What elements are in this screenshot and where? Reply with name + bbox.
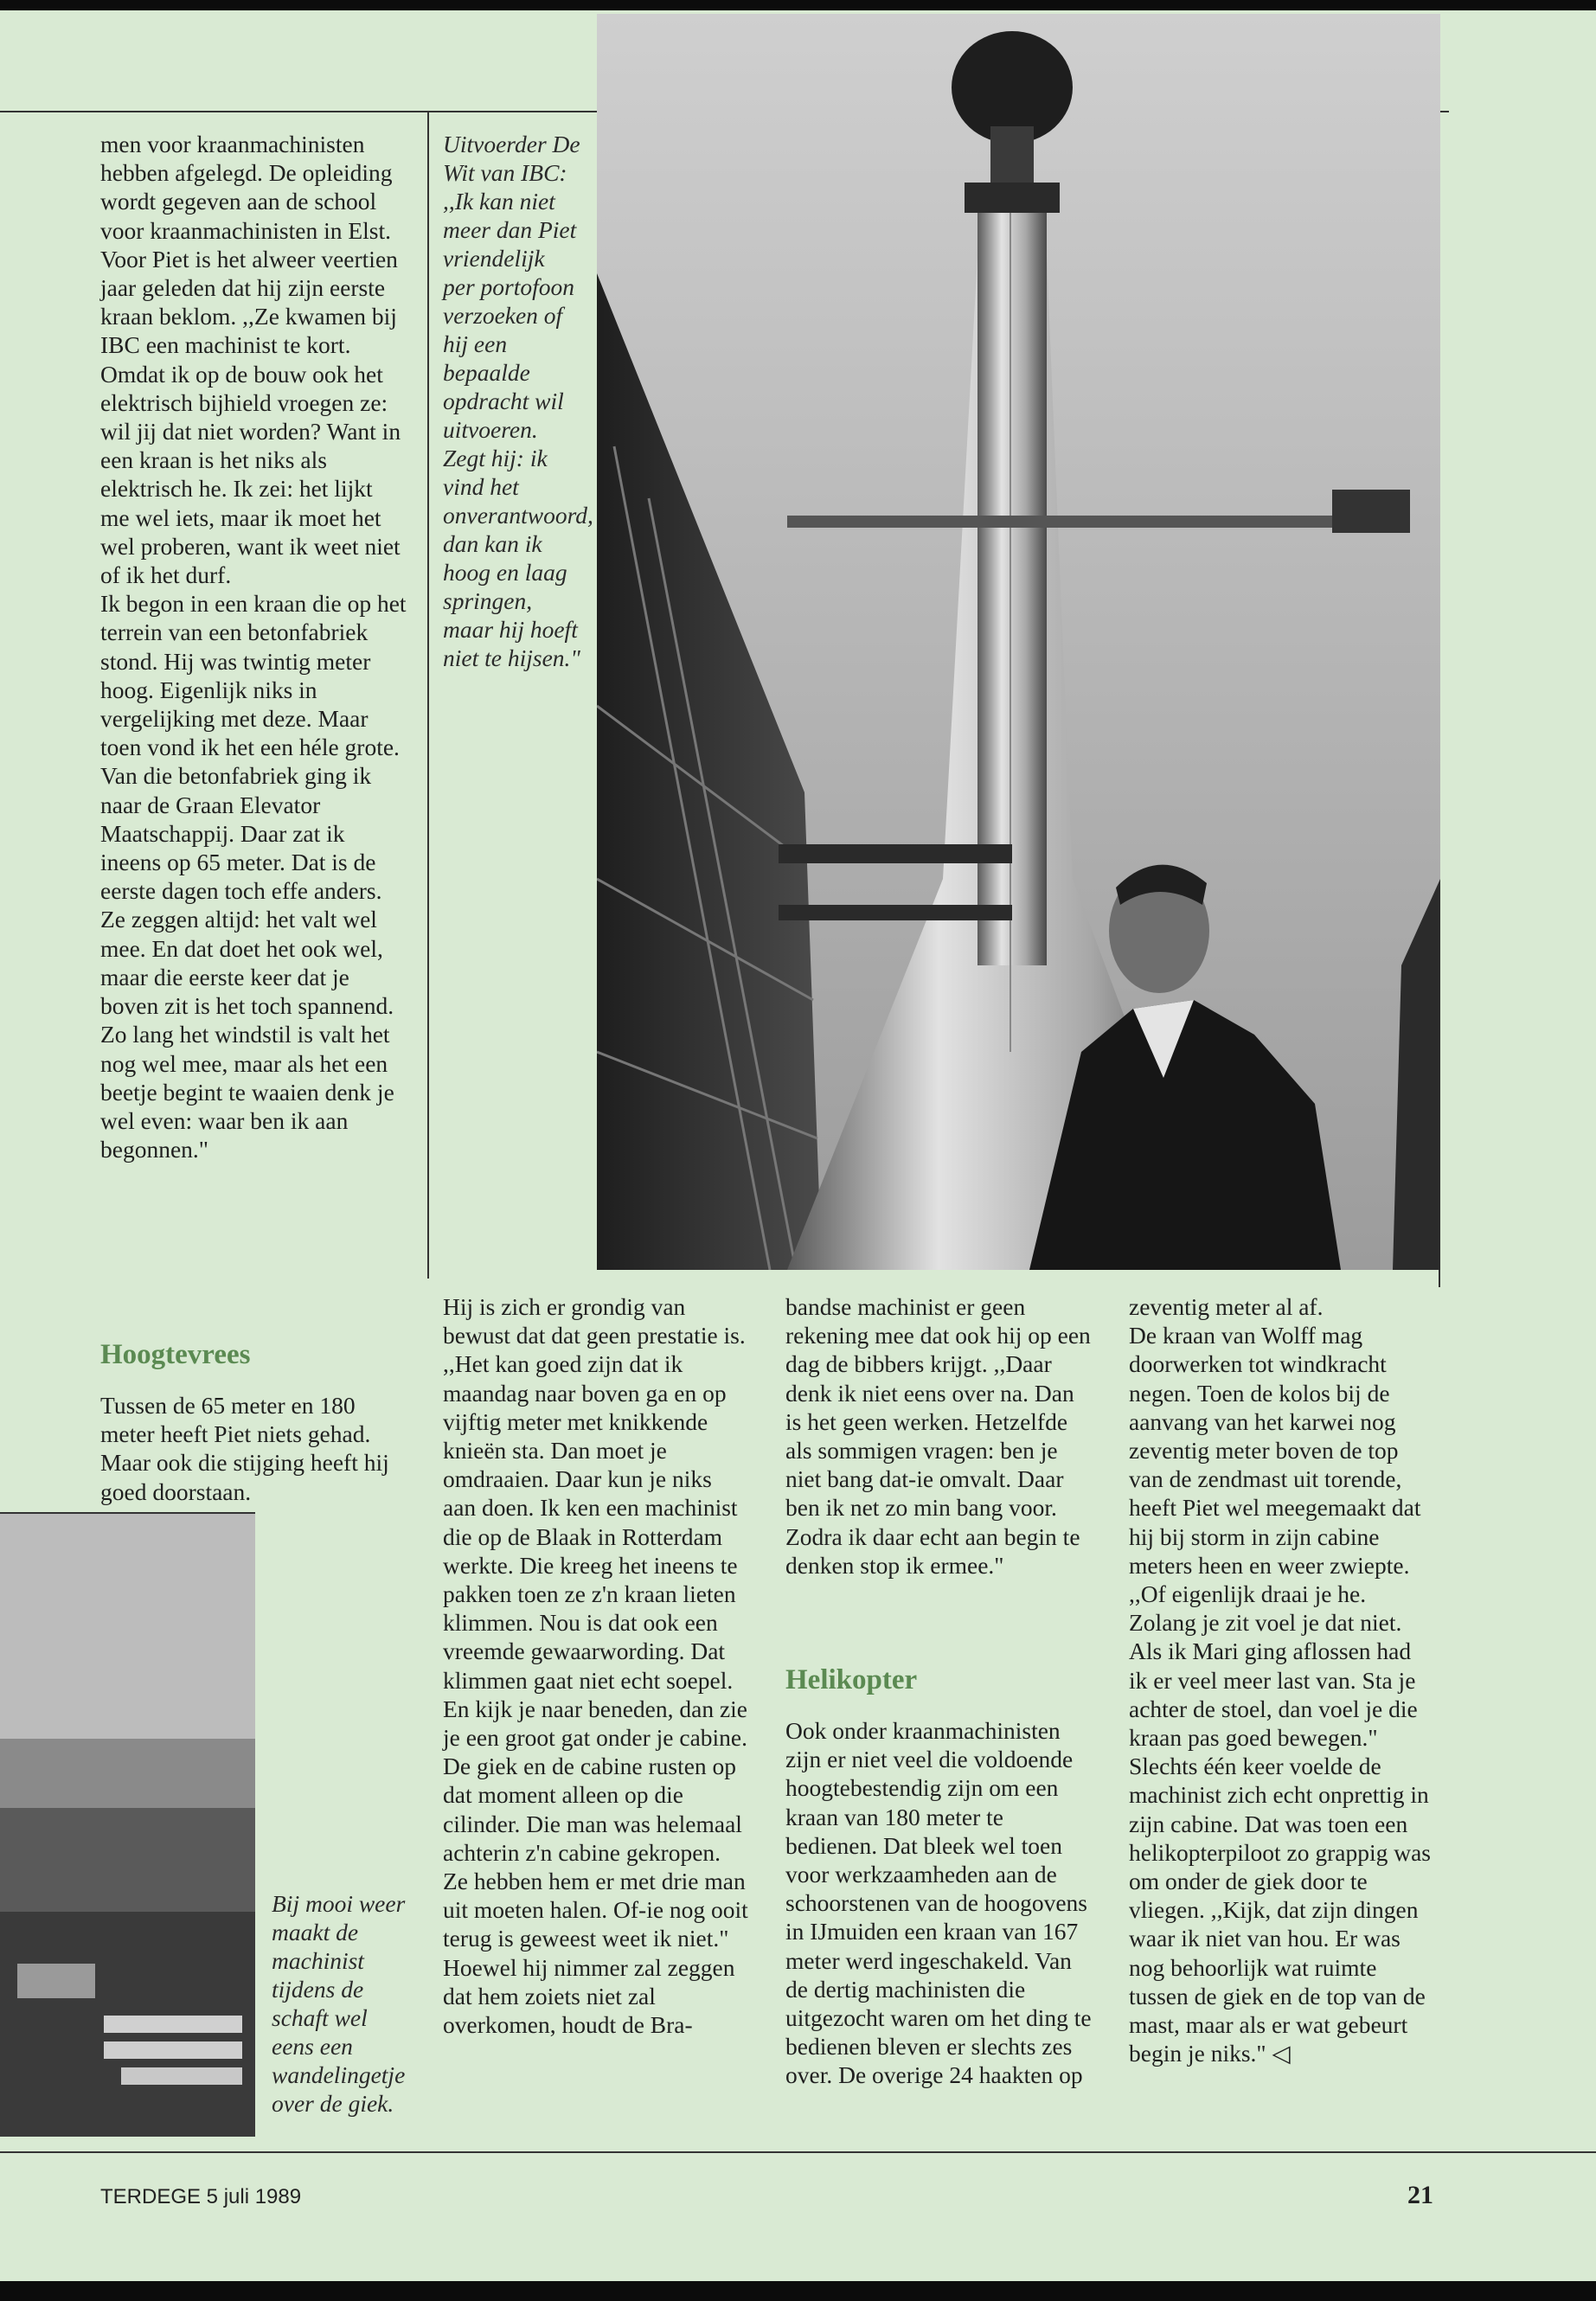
- article-column-3: [785, 1292, 1093, 1580]
- subheading-helikopter: Helikopter: [785, 1664, 918, 1695]
- aerial-view-photo: [0, 1514, 255, 2137]
- publication-info: TERDEGE 5 juli 1989: [100, 2185, 302, 2208]
- paragraph: Voor Piet is het alweer veertien jaar geleden dat hij zijn eerste kraan beklom. ,,Ze kwamen bij IBC een machinist te kort. Omdat ik op de bouw ook het elektrisch bijhield vroegen ze: wil jij dat niet worden? Want in een kraan is het niks als elektrisch he. Ik zei: het lijkt me wel iets, maar ik moet het wel proberen, want ik weet niet of ik het durf.: [100, 245, 401, 589]
- article-column-4: [1129, 1292, 1433, 2067]
- page-number: 21: [1407, 2181, 1433, 2209]
- tower-photo: [597, 14, 1440, 1270]
- paragraph: bandse machinist er geen rekening mee dat ook hij op een dag de bibbers krijgt. ,,Daar denk ik niet eens over na. Dan is het geen werken. Hetzelfde als sommigen vragen: ben je niet bang dat-ie omvalt. Daar ben ik net zo min bang voor. Zodra ik daar echt aan begin te denken stop ik ermee.": [785, 1293, 1091, 1579]
- subheading-hoogtevrees: Hoogtevrees: [100, 1339, 251, 1370]
- column-rule: [427, 111, 429, 1279]
- paragraph: Hij is zich er grondig van bewust dat dat geen prestatie is. ,,Het kan goed zijn dat ik maandag naar boven ga en op vijftig meter met knikkende knieën sta. Dan moet je omdraaien. Daar kun je niks aan doen. Ik ken een machinist die op de Blaak in Rotterdam werkte. Die kreeg het ineens te pakken toen ze z'n kraan lieten klimmen. Nou is dat ook een vreemde gewaarwording. Dat klimmen gaat niet echt soepel. En kijk je naar beneden, dan zie je een groot gat onder je cabine. De giek en de cabine rusten op dat moment alleen op die cilinder. Die man was helemaal achterin z'n cabine gekropen. Ze hebben hem er met drie man uit moeten halen. Of-ie nog ooit terug is geweest weet ik niet.": [443, 1293, 748, 1952]
- article-column-2: [443, 1292, 750, 2039]
- article-column-3-continued: [785, 1716, 1093, 2090]
- magazine-page: [0, 10, 1596, 2281]
- bottom-rule: [0, 2151, 1596, 2153]
- paragraph: Ik begon in een kraan die op het terrein van een betonfabriek stond. Hij was twintig meter hoog. Eigenlijk niks in vergelijking met deze. Maar toen vond ik het een héle grote. Van die betonfabriek ging ik naar de Graan Elevator Maatschappij. Daar zat ik ineens op 65 meter. Dat is de eerste dagen toch effe anders. Ze zeggen altijd: het valt wel mee. En dat doet het ook wel, maar die eerste keer dat je boven zit is het toch spannend. Zo lang het windstil is valt het nog wel mee, maar als het een beetje begint te waaien denk je wel even: waar ben ik aan begonnen.": [100, 590, 407, 1163]
- paragraph: Slechts één keer voelde de machinist zich echt onprettig in zijn cabine. Dat was toen een helikopterpiloot zo grappig was om onder de giek door te vliegen. ,,Kijk, dat zijn dingen waar ik niet van hou. Er was nog behoorlijk wat ruimte tussen de giek en de top van de mast, maar als er wat gebeurt begin je niks." ◁: [1129, 1753, 1432, 2067]
- article-column-1: [100, 130, 407, 1163]
- paragraph: men voor kraanmachinisten hebben afgelegd. De opleiding wordt gegeven aan de school voor kraanmachinisten in Elst.: [100, 131, 393, 244]
- paragraph: Hoewel hij nimmer zal zeggen dat hem zoiets niet zal overkomen, houdt de Bra-: [443, 1953, 735, 2039]
- paragraph: Tussen de 65 meter en 180 meter heeft Piet niets gehad. Maar ook die stijging heeft hij goed doorstaan.: [100, 1392, 389, 1505]
- paragraph: Ook onder kraanmachinisten zijn er niet veel die voldoende hoogtebestendig zijn om een kraan van 180 meter te bedienen. Dat bleek wel toen voor werkzaamheden aan de schoorstenen van de hoogovens in IJmuiden een kraan van 167 meter werd ingeschakeld. Van de dertig machinisten die uitgezocht waren om het ding te bedienen bleven er slechts zes over. De overige 24 haakten op: [785, 1717, 1092, 2089]
- article-column-1-continued: [100, 1391, 407, 1506]
- paragraph: De kraan van Wolff mag doorwerken tot windkracht negen. Toen de kolos bij de aanvang van het karwei nog zeventig meter boven de top van de zendmast uit torende, heeft Piet wel meegemaakt dat hij bij storm in zijn cabine meters heen en weer zwiepte. ,,Of eigenlijk draai je he. Zolang je zit voel je dat niet. Als ik Mari ging aflossen had ik er veel meer last van. Sta je achter de stoel, dan voel je die kraan pas goed bewegen.": [1129, 1322, 1421, 1752]
- photo-caption: Bij mooi weer maakt de machinist tijdens de schaft wel eens een wandelingetje over de giek.: [272, 1890, 406, 2117]
- pull-quote: Uitvoerder De Wit van IBC: ,,Ik kan niet meer dan Piet vriendelijk per portofoon verzoeken of hij een bepaalde opdracht wil uitvoeren. Zegt hij: ik vind het onverantwoord, dan kan ik hoog en laag springen, maar hij hoeft niet te hijsen.": [443, 131, 593, 671]
- paragraph: zeventig meter al af.: [1129, 1293, 1324, 1320]
